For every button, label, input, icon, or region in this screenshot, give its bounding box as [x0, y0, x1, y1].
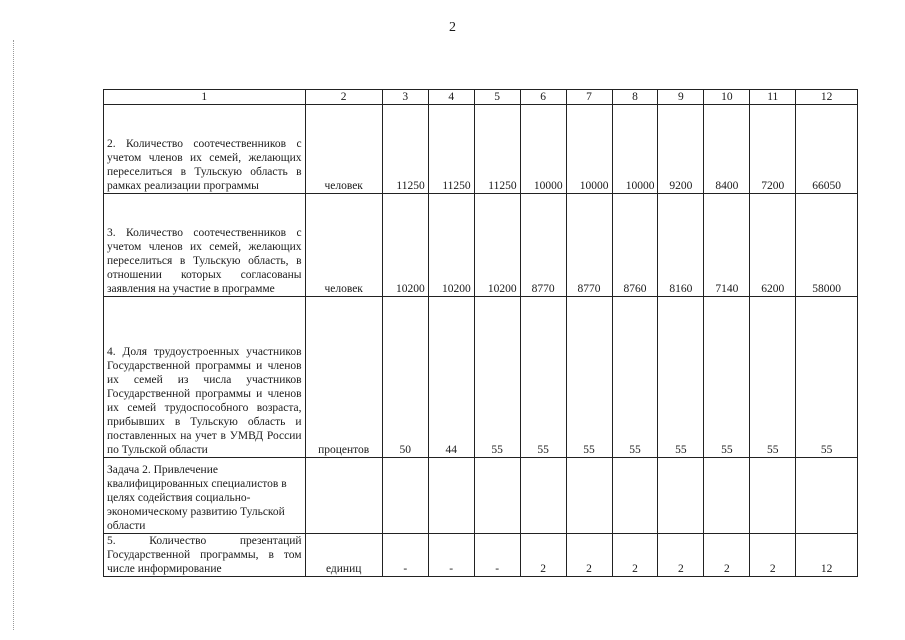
header-cell: 7 [566, 90, 612, 105]
value-cell [428, 458, 474, 534]
unit-cell [305, 458, 382, 534]
indicator-label: 3. Количество соотечественников с учетом членов их семей, желающих переселиться в Тульскую область, в отношении которых согласованы заявления на участие в программе [104, 194, 306, 297]
value-cell: 8160 [658, 194, 704, 297]
value-cell: 7140 [704, 194, 750, 297]
value-cell: 10200 [474, 194, 520, 297]
header-cell: 1 [104, 90, 306, 105]
value-cell [566, 458, 612, 534]
header-cell: 4 [428, 90, 474, 105]
table-row [104, 458, 858, 534]
value-cell: 55 [750, 297, 796, 458]
value-cell [520, 458, 566, 534]
indicators-table [103, 89, 858, 577]
value-cell: 55 [566, 297, 612, 458]
unit-cell: единиц [305, 534, 382, 577]
indicator-label: 4. Доля трудоустроенных участников Государственной программы и членов их семей из числа участников Государственной программы и членов их семей трудоспособного возраста, прибывших в Тульскую область и поставленных на учет в УМВД России по Тульской области [104, 297, 306, 458]
value-cell: 10200 [382, 194, 428, 297]
value-cell: 2 [566, 534, 612, 577]
unit-cell: человек [305, 105, 382, 194]
header-cell: 5 [474, 90, 520, 105]
value-cell: 66050 [796, 105, 858, 194]
header-cell: 12 [796, 90, 858, 105]
value-cell: - [382, 534, 428, 577]
value-cell: 55 [704, 297, 750, 458]
value-cell: 44 [428, 297, 474, 458]
value-cell: 8770 [520, 194, 566, 297]
value-cell: 11250 [474, 105, 520, 194]
unit-cell: человек [305, 194, 382, 297]
table-row [104, 105, 858, 194]
value-cell: 12 [796, 534, 858, 577]
value-cell: 8760 [612, 194, 658, 297]
unit-cell: процентов [305, 297, 382, 458]
value-cell: 55 [796, 297, 858, 458]
value-cell: 8770 [566, 194, 612, 297]
value-cell: 2 [612, 534, 658, 577]
value-cell: 7200 [750, 105, 796, 194]
value-cell [704, 458, 750, 534]
value-cell: - [474, 534, 520, 577]
value-cell [382, 458, 428, 534]
header-cell: 10 [704, 90, 750, 105]
value-cell: 2 [520, 534, 566, 577]
value-cell: 55 [612, 297, 658, 458]
value-cell: 58000 [796, 194, 858, 297]
indicator-label: 5. Количество презентаций Государственной программы, в том числе информирование [104, 534, 306, 577]
value-cell: 55 [520, 297, 566, 458]
value-cell: - [428, 534, 474, 577]
value-cell: 8400 [704, 105, 750, 194]
table-header-row [104, 90, 858, 105]
value-cell [612, 458, 658, 534]
value-cell: 10000 [566, 105, 612, 194]
value-cell: 11250 [428, 105, 474, 194]
value-cell: 2 [658, 534, 704, 577]
header-cell: 8 [612, 90, 658, 105]
header-cell: 9 [658, 90, 704, 105]
header-cell: 11 [750, 90, 796, 105]
table-row [104, 297, 858, 458]
value-cell: 2 [704, 534, 750, 577]
value-cell: 55 [474, 297, 520, 458]
binding-margin-marks [13, 40, 16, 630]
value-cell: 10000 [612, 105, 658, 194]
value-cell [658, 458, 704, 534]
task-heading: Задача 2. Привлечение квалифицированных специалистов в целях содействия социально-экономическому развитию Тульской области [104, 458, 306, 534]
value-cell [474, 458, 520, 534]
value-cell: 50 [382, 297, 428, 458]
value-cell: 6200 [750, 194, 796, 297]
value-cell [750, 458, 796, 534]
value-cell [796, 458, 858, 534]
value-cell: 10000 [520, 105, 566, 194]
value-cell: 55 [658, 297, 704, 458]
value-cell: 10200 [428, 194, 474, 297]
page-number: 2 [449, 20, 456, 35]
table-row [104, 534, 858, 577]
value-cell: 11250 [382, 105, 428, 194]
header-cell: 2 [305, 90, 382, 105]
value-cell: 2 [750, 534, 796, 577]
indicator-label: 2. Количество соотечественников с учетом членов их семей, желающих переселиться в Тульскую область в рамках реализации программы [104, 105, 306, 194]
value-cell: 9200 [658, 105, 704, 194]
header-cell: 3 [382, 90, 428, 105]
table-row [104, 194, 858, 297]
header-cell: 6 [520, 90, 566, 105]
